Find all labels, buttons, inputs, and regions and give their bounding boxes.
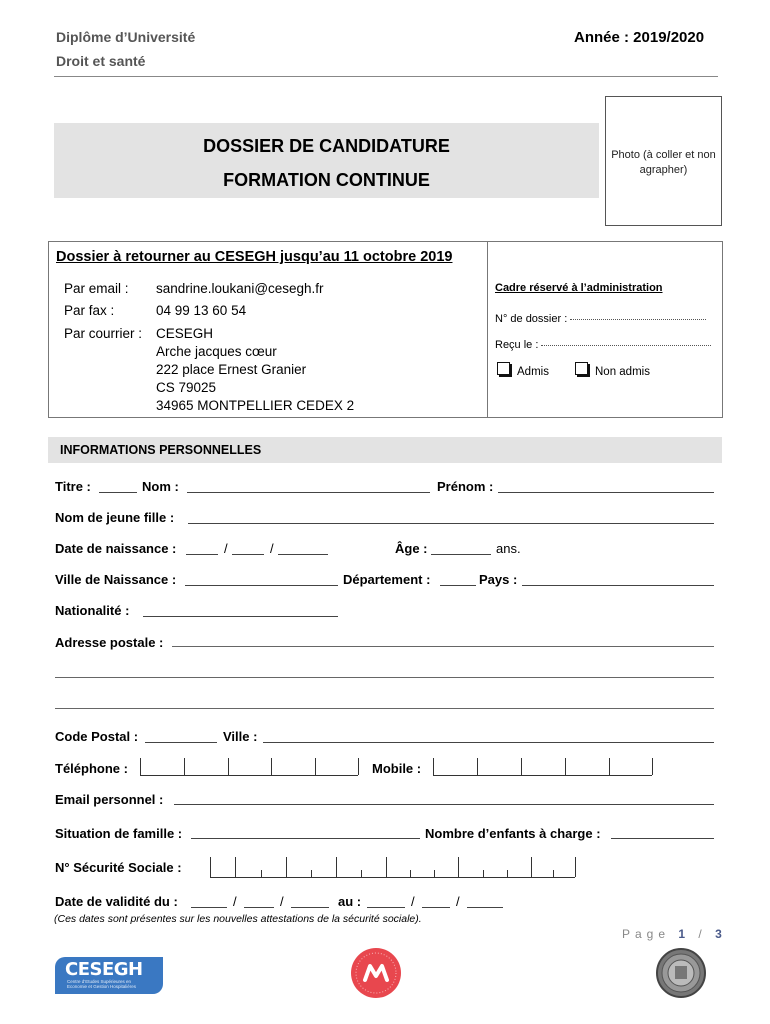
return-info-box (48, 241, 723, 418)
title-line-2: FORMATION CONTINUE (223, 170, 430, 190)
validity-to-label: au : (338, 894, 362, 909)
page-current: 1 (678, 927, 691, 941)
received-date-line[interactable] (541, 345, 711, 346)
mail-line: 222 place Ernest Granier (156, 362, 307, 377)
received-date-label: Reçu le : (495, 339, 539, 351)
cesegh-logo-subtitle: Centre d’Etudes Supérieures en Economie et Gestion Hospitalières (67, 979, 137, 989)
dossier-number-label: N° de dossier : (495, 313, 568, 325)
family-status-input[interactable] (191, 838, 420, 839)
photo-placeholder (605, 96, 722, 226)
address-input-line-1[interactable] (172, 646, 714, 647)
section-title: INFORMATIONS PERSONNELLES (60, 443, 262, 457)
validity-from-year[interactable] (291, 907, 329, 908)
birth-year-input[interactable] (278, 554, 328, 555)
birth-city-input[interactable] (185, 585, 338, 586)
admin-title: Cadre réservé à l’administration (495, 282, 663, 294)
mail-line: CS 79025 (156, 380, 217, 395)
maiden-name-input[interactable] (188, 523, 714, 524)
country-label: Pays : (479, 572, 518, 587)
personal-email-input[interactable] (174, 804, 714, 805)
university-montpellier-logo (351, 948, 401, 998)
diploma-title: Diplôme d’Université (56, 29, 196, 45)
age-label: Âge : (395, 541, 428, 556)
page-total: 3 (715, 927, 727, 941)
non-admis-label: Non admis (595, 366, 650, 378)
personal-info-section (48, 437, 722, 463)
mail-line: 34965 MONTPELLIER CEDEX 2 (156, 398, 355, 413)
address-input-line-3[interactable] (55, 708, 714, 709)
validity-from-month[interactable] (244, 907, 274, 908)
dossier-number-line[interactable] (570, 319, 706, 320)
validity-to-month[interactable] (422, 907, 450, 908)
email-label: Par email : (64, 281, 129, 296)
fax-value: 04 99 13 60 54 (156, 303, 247, 318)
title-line-1: DOSSIER DE CANDIDATURE (203, 136, 450, 156)
children-label: Nombre d’enfants à charge : (425, 826, 601, 841)
page-word: Page (622, 927, 671, 941)
validity-to-day[interactable] (367, 907, 405, 908)
header-divider (54, 76, 718, 77)
titre-input[interactable] (99, 492, 137, 493)
diploma-subtitle: Droit et santé (56, 53, 146, 69)
photo-label: Photo (à coller et non agrapher) (611, 149, 716, 176)
email-value: sandrine.loukani@cesegh.fr (156, 281, 324, 296)
birth-month-input[interactable] (232, 554, 264, 555)
dossier-number-field (495, 313, 706, 325)
admis-checkbox[interactable] (497, 362, 510, 375)
postal-code-label: Code Postal : (55, 729, 139, 744)
city-input[interactable] (263, 742, 714, 743)
children-input[interactable] (611, 838, 714, 839)
prenom-input[interactable] (498, 492, 714, 493)
family-status-label: Situation de famille : (55, 826, 183, 841)
admis-label: Admis (517, 366, 549, 378)
date-separator: / (411, 894, 415, 909)
nationality-input[interactable] (143, 616, 338, 617)
city-label: Ville : (223, 729, 258, 744)
mail-line: CESEGH (156, 326, 214, 341)
academic-year: Année : 2019/2020 (574, 29, 705, 46)
university-seal-logo (656, 948, 706, 998)
validity-from-day[interactable] (191, 907, 227, 908)
birth-day-input[interactable] (186, 554, 218, 555)
birth-date-label: Date de naissance : (55, 541, 177, 556)
fax-label: Par fax : (64, 303, 115, 318)
cesegh-logo (55, 957, 163, 994)
page-number (622, 927, 727, 941)
nationality-label: Nationalité : (55, 603, 130, 618)
date-separator: / (280, 894, 284, 909)
non-admis-checkbox[interactable] (575, 362, 588, 375)
dossier-title-box (54, 123, 599, 198)
age-input[interactable] (431, 554, 491, 555)
mail-label: Par courrier : (64, 326, 143, 341)
address-input-line-2[interactable] (55, 677, 714, 678)
validity-to-year[interactable] (467, 907, 503, 908)
prenom-label: Prénom : (437, 479, 494, 494)
date-separator: / (456, 894, 460, 909)
department-label: Département : (343, 572, 431, 587)
titre-label: Titre : (55, 479, 91, 494)
date-separator: / (233, 894, 237, 909)
nom-label: Nom : (142, 479, 179, 494)
page-separator: / (698, 927, 707, 941)
social-security-label: N° Sécurité Sociale : (55, 860, 182, 875)
date-separator: / (270, 541, 274, 556)
personal-email-label: Email personnel : (55, 792, 164, 807)
phone-label: Téléphone : (55, 761, 128, 776)
received-date-field (495, 339, 711, 351)
date-separator: / (224, 541, 228, 556)
validity-label: Date de validité du : (55, 894, 178, 909)
mail-line: Arche jacques cœur (156, 344, 277, 359)
birth-city-label: Ville de Naissance : (55, 572, 177, 587)
department-input[interactable] (440, 585, 476, 586)
address-label: Adresse postale : (55, 635, 164, 650)
years-suffix: ans. (496, 541, 521, 556)
return-heading: Dossier à retourner au CESEGH jusqu’au 11 octobre 2019 (56, 249, 453, 265)
nom-input[interactable] (187, 492, 430, 493)
cesegh-logo-name: CESEGH (65, 959, 143, 980)
mobile-label: Mobile : (372, 761, 422, 776)
validity-note: (Ces dates sont présentes sur les nouvelles attestations de la sécurité sociale). (54, 913, 422, 925)
return-box-divider (487, 241, 488, 418)
postal-code-input[interactable] (145, 742, 217, 743)
country-input[interactable] (522, 585, 714, 586)
maiden-name-label: Nom de jeune fille : (55, 510, 175, 525)
